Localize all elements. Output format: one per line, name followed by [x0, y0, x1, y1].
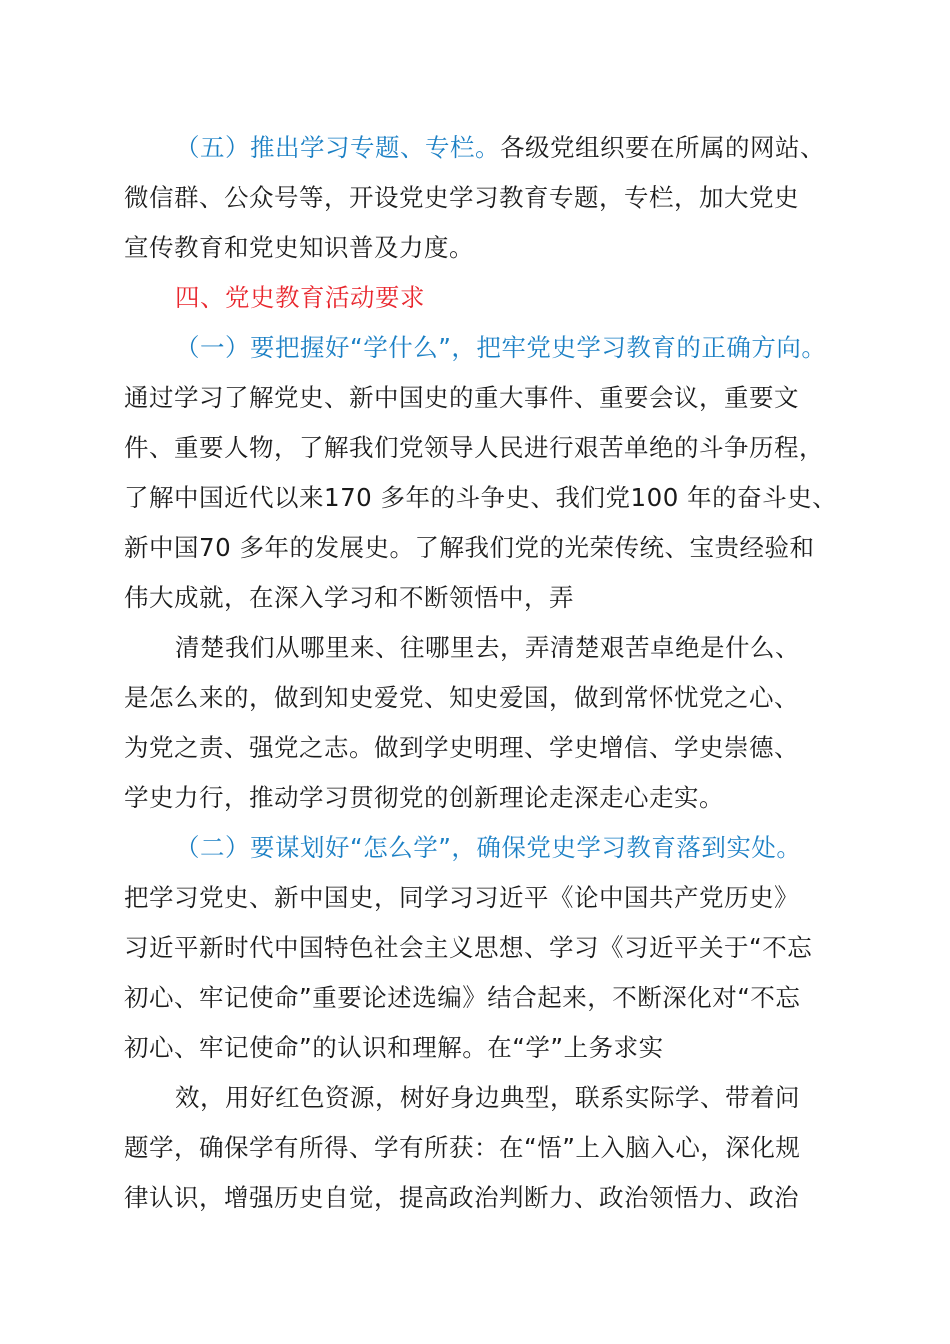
paragraph-line-6: 通过学习了解党史、新中国史的重大事件、重要会议，重要文: [124, 383, 799, 412]
paragraph-line-3: 宣传教育和党史知识普及力度。: [124, 233, 474, 262]
paragraph-line-16: 把学习党史、新中国史，同学习习近平《论中国共产党历史》: [124, 883, 799, 912]
paragraph-line-19: 初心、牢记使命”的认识和理解。在“学”上务求实: [124, 1033, 664, 1062]
paragraph-line-14: 学史力行，推动学习贯彻党的创新理论走深走心走实。: [124, 783, 724, 812]
paragraph-line-2: 微信群、公众号等，开设党史学习教育专题，专栏，加大党史: [124, 183, 799, 212]
paragraph-line-8: 了解中国近代以来170 多年的斗争史、我们党100 年的奋斗史、: [124, 483, 838, 512]
paragraph-line-18: 初心、牢记使命”重要论述选编》结合起来，不断深化对“不忘: [124, 983, 801, 1012]
paragraph-line-12: 是怎么来的，做到知史爱党、知史爱国，做到常怀忧党之心、: [124, 683, 799, 712]
paragraph-line-21: 题学，确保学有所得、学有所获：在“悟”上入脑入心，深化规: [124, 1133, 801, 1162]
paragraph-line-22: 律认识，增强历史自觉，提高政治判断力、政治领悟力、政治: [124, 1183, 799, 1212]
paragraph-line-11: 清楚我们从哪里来、往哪里去，弄清楚艰苦卓绝是什么、: [175, 633, 800, 662]
subheading-two: （二）要谋划好“怎么学”，确保党史学习教育落到实处。: [175, 833, 802, 862]
paragraph-line-13: 为党之责、强党之志。做到学史明理、学史增信、学史崇德、: [124, 733, 799, 762]
paragraph-line-17: 习近平新时代中国特色社会主义思想、学习《习近平关于“不忘: [124, 933, 813, 962]
paragraph-line-1: [175, 128, 825, 168]
subheading-one: （一）要把握好“学什么”，把牢党史学习教育的正确方向。: [175, 333, 827, 362]
body-text: 各级党组织要在所属的网站、: [500, 133, 825, 162]
paragraph-line-10: 伟大成就，在深入学习和不断领悟中，弄: [124, 583, 574, 612]
section-heading-four: 四、党史教育活动要求: [175, 283, 425, 312]
paragraph-line-9: 新中国70 多年的发展史。了解我们党的光荣传统、宝贵经验和: [124, 533, 815, 562]
paragraph-line-7: 件、重要人物，了解我们党领导人民进行艰苦单绝的斗争历程，: [124, 433, 824, 462]
subheading-five: （五）推出学习专题、专栏。: [175, 133, 500, 162]
paragraph-line-20: 效，用好红色资源，树好身边典型，联系实际学、带着问: [175, 1083, 800, 1112]
